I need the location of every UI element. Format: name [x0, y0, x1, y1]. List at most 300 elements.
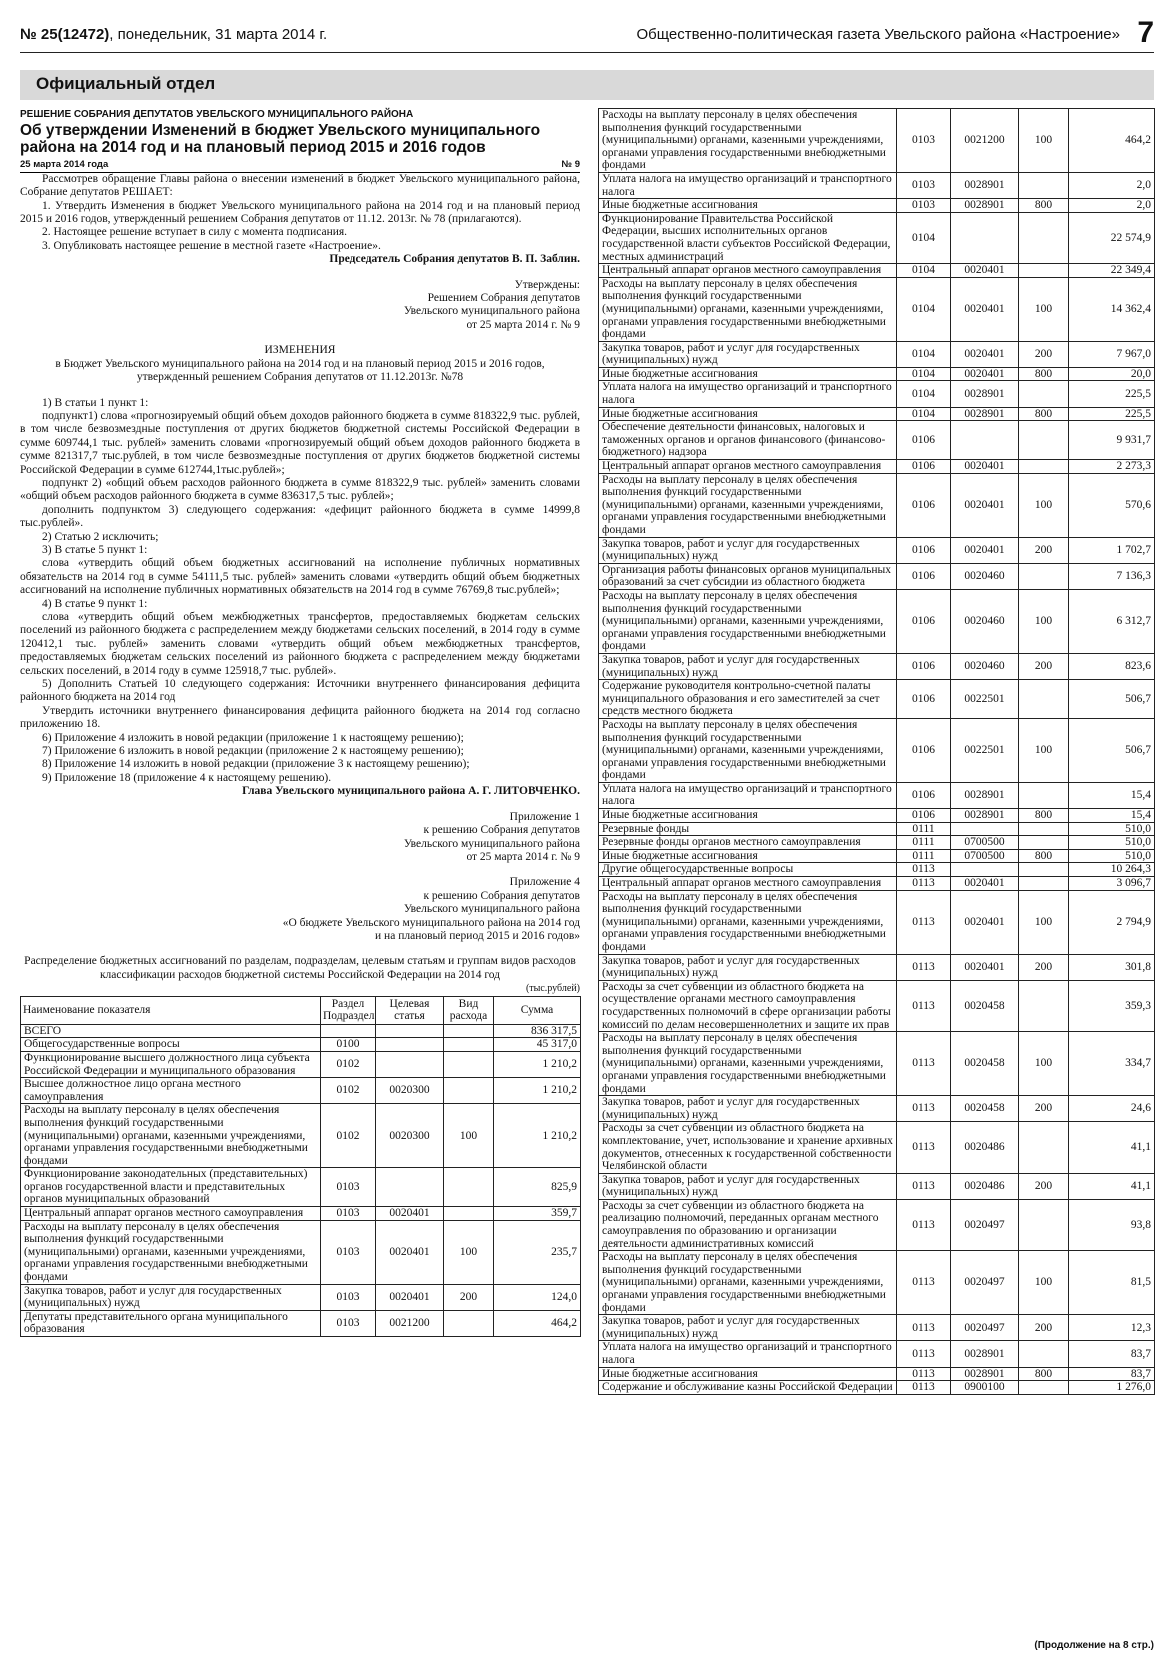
- cell-sum: 510,0: [1069, 822, 1155, 836]
- cell-type: [444, 1024, 494, 1038]
- cell-sum: 83,7: [1069, 1367, 1155, 1381]
- cell-sum: 825,9: [494, 1168, 581, 1207]
- appendix4-line: «О бюджете Увельского муниципального района на 2014 год: [282, 916, 580, 929]
- table-row: [599, 863, 1155, 877]
- cell-name: Закупка товаров, работ и услуг для государственных (муниципальных) нужд: [599, 1096, 897, 1122]
- cell-article: 0020401: [376, 1207, 444, 1221]
- cell-sum: 1 210,2: [494, 1078, 581, 1104]
- change-item: подпункт1) слова «прогнозируемый общий объем доходов районного бюджета в сумме 818322,9 тыс. рублей, в том числе безвозмездные поступления от других бюджетов бюджетной системы Российской Федерации в сумме 609744,1 тыс. рублей» заменить словами «прогнозируемый общий объем доходов районного бюджета в сумме 821317,7 тыс.рублей, в том числе безвозмездные поступления от других бюджетов бюджетной системы Российской Федерации в сумме 612744,1тыс.рублей»;: [20, 409, 580, 476]
- cell-article: 0020401: [951, 367, 1019, 381]
- cell-sum: 2 794,9: [1069, 890, 1155, 954]
- cell-article: [376, 1051, 444, 1077]
- cell-sum: 2,0: [1069, 199, 1155, 213]
- cell-name: Высшее должностное лицо органа местного самоуправления: [21, 1078, 321, 1104]
- cell-type: [1019, 822, 1069, 836]
- cell-article: 0900100: [951, 1381, 1019, 1395]
- approved-line: Увельского муниципального района: [403, 305, 580, 318]
- cell-section: 0113: [897, 954, 951, 980]
- cell-name: Иные бюджетные ассигнования: [599, 809, 897, 823]
- cell-name: Закупка товаров, работ и услуг для государственных (муниципальных) нужд: [599, 1173, 897, 1199]
- left-column: [20, 108, 580, 1337]
- cell-section: 0103: [897, 199, 951, 213]
- cell-section: 0102: [321, 1104, 376, 1168]
- cell-sum: 225,5: [1069, 381, 1155, 407]
- cell-section: 0103: [321, 1310, 376, 1336]
- cell-sum: 510,0: [1069, 836, 1155, 850]
- paragraph: 2. Настоящее решение вступает в силу с момента подписания.: [42, 226, 348, 239]
- cell-article: 0020401: [951, 460, 1019, 474]
- cell-sum: 41,1: [1069, 1173, 1155, 1199]
- cell-name: Расходы на выплату персоналу в целях обеспечения выполнения функций государственными (муниципальными) органами, казенными учреждениями, органами управления государственными внебюджетными фондами: [21, 1104, 321, 1168]
- cell-article: 0028901: [951, 782, 1019, 808]
- cell-article: 0020401: [951, 537, 1019, 563]
- cell-sum: 510,0: [1069, 849, 1155, 863]
- change-item: слова «утвердить общий объем межбюджетных трансфертов, предоставляемых бюджетам сельских поселений из районного бюджета с распределением между бюджетами сельских поселений, в 2014 году в сумме 120412,1 тыс. рублей» заменить словами «утвердить общий объем межбюджетных трансфертов, предоставляемых бюджетам сельских поселений из районного бюджета с распределением между бюджетами сельских поселений, в 2014 году в сумме 125918,7 тыс. рублей».: [20, 611, 580, 677]
- cell-name: Расходы на выплату персоналу в целях обеспечения выполнения функций государственными (муниципальными) органами, казенными учреждениями, органами управления государственными внебюджетными фондами: [599, 1032, 897, 1096]
- cell-name: Содержание руководителя контрольно-счетной палаты муниципального образования и его заместителей за счет средств местного бюджета: [599, 680, 897, 719]
- cell-sum: 823,6: [1069, 653, 1155, 679]
- cell-section: 0103: [321, 1284, 376, 1310]
- cell-name: Иные бюджетные ассигнования: [599, 367, 897, 381]
- table-row: [599, 407, 1155, 421]
- cell-sum: 83,7: [1069, 1341, 1155, 1367]
- cell-sum: 7 136,3: [1069, 563, 1155, 589]
- cell-section: 0113: [897, 1341, 951, 1367]
- cell-article: 0028901: [951, 1341, 1019, 1367]
- cell-sum: 20,0: [1069, 367, 1155, 381]
- table-row: [599, 954, 1155, 980]
- appendix4-line: к решению Собрания депутатов: [423, 889, 580, 902]
- table-row: [599, 473, 1155, 537]
- table-row: [21, 1220, 581, 1284]
- cell-name: Иные бюджетные ассигнования: [599, 849, 897, 863]
- cell-section: 0106: [897, 809, 951, 823]
- table-row: [21, 1104, 581, 1168]
- cell-name: Закупка товаров, работ и услуг для государственных (муниципальных) нужд: [599, 537, 897, 563]
- cell-sum: 836 317,5: [494, 1024, 581, 1038]
- cell-type: 800: [1019, 809, 1069, 823]
- cell-article: [376, 1024, 444, 1038]
- table-row: [599, 1341, 1155, 1367]
- cell-section: 0113: [897, 890, 951, 954]
- change-item: 1) В статьи 1 пункт 1:: [42, 396, 149, 409]
- cell-sum: 24,6: [1069, 1096, 1155, 1122]
- cell-name: Содержание и обслуживание казны Российской Федерации: [599, 1381, 897, 1395]
- table-row: [599, 172, 1155, 198]
- cell-sum: 464,2: [494, 1310, 581, 1336]
- cell-type: [444, 1168, 494, 1207]
- cell-type: 800: [1019, 1367, 1069, 1381]
- cell-sum: 10 264,3: [1069, 863, 1155, 877]
- cell-sum: 12,3: [1069, 1315, 1155, 1341]
- table-row: [599, 563, 1155, 589]
- changes-title: ИЗМЕНЕНИЯ: [264, 344, 336, 357]
- cell-sum: 334,7: [1069, 1032, 1155, 1096]
- table-row: [599, 653, 1155, 679]
- cell-article: 0020458: [951, 1096, 1019, 1122]
- table-row: [599, 1315, 1155, 1341]
- cell-name: Расходы на выплату персоналу в целях обеспечения выполнения функций государственными (муниципальными) органами, казенными учреждениями, органами управления государственными внебюджетными фондами: [599, 718, 897, 782]
- cell-sum: 225,5: [1069, 407, 1155, 421]
- cell-sum: 506,7: [1069, 680, 1155, 719]
- table-row: [599, 109, 1155, 173]
- cell-article: 0028901: [951, 381, 1019, 407]
- cell-section: 0104: [897, 367, 951, 381]
- cell-type: [1019, 563, 1069, 589]
- cell-type: 100: [444, 1220, 494, 1284]
- cell-type: [1019, 1381, 1069, 1395]
- cell-type: [444, 1038, 494, 1052]
- cell-name: ВСЕГО: [21, 1024, 321, 1038]
- cell-sum: 1 702,7: [1069, 537, 1155, 563]
- cell-sum: 22 349,4: [1069, 264, 1155, 278]
- table-row: [599, 1173, 1155, 1199]
- cell-section: 0113: [897, 863, 951, 877]
- cell-sum: 124,0: [494, 1284, 581, 1310]
- table-row: [599, 381, 1155, 407]
- cell-article: 0020401: [951, 473, 1019, 537]
- approved-line: Решением Собрания депутатов: [427, 292, 580, 305]
- cell-type: 800: [1019, 367, 1069, 381]
- cell-name: Центральный аппарат органов местного самоуправления: [599, 877, 897, 891]
- paragraph: 3. Опубликовать настоящее решение в местной газете «Настроение».: [42, 239, 381, 252]
- table-units: (тыс.рублей): [525, 983, 580, 995]
- cell-article: 0020460: [951, 653, 1019, 679]
- table-row: [599, 264, 1155, 278]
- table-row: [599, 680, 1155, 719]
- cell-article: 0020401: [951, 890, 1019, 954]
- cell-section: 0106: [897, 460, 951, 474]
- cell-type: 100: [1019, 473, 1069, 537]
- cell-section: 0103: [321, 1220, 376, 1284]
- cell-sum: 506,7: [1069, 718, 1155, 782]
- cell-name: Расходы на выплату персоналу в целях обеспечения выполнения функций государственными (муниципальными) органами, казенными учреждениями, органами управления государственными внебюджетными фондами: [599, 473, 897, 537]
- change-item: подпункт 2) «общий объем расходов районного бюджета в сумме 818322,9 тыс. рублей» заменить словами «общий объем расходов районного бюджета в сумме 836317,5 тыс. рублей»;: [20, 476, 580, 503]
- cell-section: 0104: [897, 341, 951, 367]
- table-row: [599, 849, 1155, 863]
- approved-line: от 25 марта 2014 г. № 9: [466, 318, 580, 331]
- table-row: [599, 1032, 1155, 1096]
- cell-sum: 359,7: [494, 1207, 581, 1221]
- cell-sum: 1 276,0: [1069, 1381, 1155, 1395]
- section-title: Официальный отдел: [36, 74, 216, 93]
- change-item: 4) В статье 9 пункт 1:: [42, 597, 148, 610]
- cell-type: 100: [444, 1104, 494, 1168]
- cell-type: 100: [1019, 589, 1069, 653]
- cell-type: 200: [444, 1284, 494, 1310]
- col-header-sum: Сумма: [494, 996, 581, 1024]
- cell-name: Другие общегосударственные вопросы: [599, 863, 897, 877]
- dateline: [20, 158, 580, 172]
- cell-name: Функционирование высшего должностного лица субъекта Российской Федерации и муниципального образования: [21, 1051, 321, 1077]
- cell-type: [444, 1310, 494, 1336]
- table-row: [599, 782, 1155, 808]
- cell-sum: 1 210,2: [494, 1051, 581, 1077]
- cell-sum: 235,7: [494, 1220, 581, 1284]
- cell-type: 200: [1019, 1173, 1069, 1199]
- cell-article: 0020401: [951, 264, 1019, 278]
- cell-section: 0104: [897, 264, 951, 278]
- cell-section: 0111: [897, 849, 951, 863]
- right-column: [598, 108, 1154, 1395]
- cell-name: Функционирование Правительства Российской Федерации, высших исполнительных органов государственной власти субъектов Российской Федерации, местных администраций: [599, 212, 897, 263]
- cell-type: 800: [1019, 849, 1069, 863]
- cell-name: Центральный аппарат органов местного самоуправления: [599, 460, 897, 474]
- cell-section: 0103: [897, 109, 951, 173]
- table-row: [599, 537, 1155, 563]
- cell-name: Уплата налога на имущество организаций и транспортного налога: [599, 782, 897, 808]
- cell-name: Расходы за счет субвенции из областного бюджета на реализацию полномочий, переданных органам местного самоуправления по образованию и организации деятельности административных комиссий: [599, 1199, 897, 1250]
- cell-section: 0113: [897, 1315, 951, 1341]
- cell-type: 100: [1019, 890, 1069, 954]
- cell-article: 0020401: [951, 877, 1019, 891]
- cell-article: 0020300: [376, 1078, 444, 1104]
- change-item: 9) Приложение 18 (приложение 4 к настоящему решению).: [42, 771, 332, 784]
- cell-name: Уплата налога на имущество организаций и транспортного налога: [599, 381, 897, 407]
- cell-article: 0020401: [951, 954, 1019, 980]
- cell-type: [1019, 877, 1069, 891]
- cell-section: [321, 1024, 376, 1038]
- appendix4-line: и на плановый период 2015 и 2016 годов»: [375, 929, 580, 942]
- change-item: 3) В статье 5 пункт 1:: [42, 543, 148, 556]
- cell-article: 0020401: [951, 277, 1019, 341]
- table-row: [599, 341, 1155, 367]
- cell-sum: 464,2: [1069, 109, 1155, 173]
- table-row: [599, 1381, 1155, 1395]
- cell-type: [1019, 782, 1069, 808]
- cell-type: [444, 1078, 494, 1104]
- cell-name: Иные бюджетные ассигнования: [599, 1367, 897, 1381]
- cell-article: 0028901: [951, 199, 1019, 213]
- appendix1-line: Приложение 1: [509, 810, 580, 823]
- cell-type: 200: [1019, 537, 1069, 563]
- cell-sum: 7 967,0: [1069, 341, 1155, 367]
- cell-sum: 301,8: [1069, 954, 1155, 980]
- cell-article: [951, 822, 1019, 836]
- cell-name: Закупка товаров, работ и услуг для государственных (муниципальных) нужд: [599, 954, 897, 980]
- cell-name: Депутаты представительного органа муниципального образования: [21, 1310, 321, 1336]
- cell-type: 200: [1019, 653, 1069, 679]
- appendix4-line: Увельского муниципального района: [403, 903, 580, 916]
- cell-name: Закупка товаров, работ и услуг для государственных (муниципальных) нужд: [599, 341, 897, 367]
- continuation-note: (Продолжение на 8 стр.): [1034, 1640, 1154, 1651]
- cell-section: 0104: [897, 277, 951, 341]
- cell-section: 0102: [321, 1078, 376, 1104]
- cell-type: 100: [1019, 1251, 1069, 1315]
- cell-type: [1019, 172, 1069, 198]
- cell-sum: 2,0: [1069, 172, 1155, 198]
- table-row: [599, 836, 1155, 850]
- cell-article: 0020460: [951, 589, 1019, 653]
- cell-article: 0020497: [951, 1251, 1019, 1315]
- cell-name: Функционирование законодательных (представительных) органов государственной власти и представительных органов муниципальных образований: [21, 1168, 321, 1207]
- cell-name: Центральный аппарат органов местного самоуправления: [21, 1207, 321, 1221]
- cell-section: 0113: [897, 1173, 951, 1199]
- cell-name: Уплата налога на имущество организаций и транспортного налога: [599, 172, 897, 198]
- table-row: [599, 1122, 1155, 1173]
- budget-table-left: [20, 996, 581, 1337]
- cell-type: 200: [1019, 341, 1069, 367]
- cell-sum: 359,3: [1069, 980, 1155, 1031]
- paragraph: 1. Утвердить Изменения в бюджет Увельского муниципального района на 2014 год и на плановый период 2015 и 2016 годов, утвержденный решением Собрания депутатов от 11.12. 2013г. № 78 (прилагаются).: [20, 199, 580, 226]
- cell-type: 100: [1019, 718, 1069, 782]
- cell-type: [1019, 264, 1069, 278]
- page-number: 7: [1137, 16, 1154, 49]
- cell-article: 0020401: [951, 341, 1019, 367]
- cell-section: 0113: [897, 1032, 951, 1096]
- cell-section: 0106: [897, 653, 951, 679]
- appendix4-line: Приложение 4: [509, 876, 580, 889]
- cell-name: Обеспечение деятельности финансовых, налоговых и таможенных органов и органов финансового (финансово-бюджетного) надзора: [599, 421, 897, 460]
- change-item: 8) Приложение 14 изложить в новой редакции (приложение 3 к настоящему решению);: [42, 758, 470, 771]
- cell-name: Резервные фонды органов местного самоуправления: [599, 836, 897, 850]
- table-row: [599, 809, 1155, 823]
- cell-name: Расходы на выплату персоналу в целях обеспечения выполнения функций государственными (муниципальными) органами, казенными учреждениями, органами управления государственными внебюджетными фондами: [599, 589, 897, 653]
- table-row: [599, 199, 1155, 213]
- cell-section: 0113: [897, 1199, 951, 1250]
- cell-section: 0106: [897, 473, 951, 537]
- cell-name: Закупка товаров, работ и услуг для государственных (муниципальных) нужд: [21, 1284, 321, 1310]
- cell-section: 0103: [897, 172, 951, 198]
- table-row: [599, 421, 1155, 460]
- cell-name: Расходы на выплату персоналу в целях обеспечения выполнения функций государственными (муниципальными) органами, казенными учреждениями, органами управления государственными внебюджетными фондами: [599, 890, 897, 954]
- cell-type: [1019, 863, 1069, 877]
- cell-article: 0020458: [951, 980, 1019, 1031]
- table-row: [599, 277, 1155, 341]
- col-header-section: Раздел Подраздел: [321, 996, 376, 1024]
- cell-article: 0028901: [951, 809, 1019, 823]
- cell-type: 200: [1019, 1096, 1069, 1122]
- cell-section: 0106: [897, 421, 951, 460]
- cell-section: 0113: [897, 1096, 951, 1122]
- cell-name: Уплата налога на имущество организаций и транспортного налога: [599, 1341, 897, 1367]
- cell-article: 0028901: [951, 407, 1019, 421]
- col-header-article: Целевая статья: [376, 996, 444, 1024]
- cell-article: 0700500: [951, 849, 1019, 863]
- table-row: [599, 718, 1155, 782]
- cell-name: Закупка товаров, работ и услуг для государственных (муниципальных) нужд: [599, 653, 897, 679]
- cell-section: 0113: [897, 877, 951, 891]
- change-item: 2) Статью 2 исключить;: [42, 530, 159, 543]
- newspaper-name: Общественно-политическая газета Увельского района «Настроение»: [636, 26, 1120, 43]
- cell-type: 100: [1019, 1032, 1069, 1096]
- table-row: [599, 877, 1155, 891]
- issue-date: , понедельник, 31 марта 2014 г.: [109, 26, 328, 43]
- decision-number: № 9: [561, 159, 580, 171]
- cell-name: Расходы за счет субвенции из областного бюджета на комплектование, учет, использование и хранение архивных документов, отнесенных к государственной собственности Челябинской области: [599, 1122, 897, 1173]
- cell-section: 0111: [897, 836, 951, 850]
- table-row: [21, 1310, 581, 1336]
- cell-type: [1019, 212, 1069, 263]
- change-item: дополнить подпунктом 3) следующего содержания: «дефицит районного бюджета в сумме 14999,8 тыс.рублей».: [20, 503, 580, 530]
- change-item: 5) Дополнить Статьей 10 следующего содержания: Источники внутреннего финансирования дефицита районного бюджета на 2014 год: [20, 678, 580, 704]
- table-row: [599, 367, 1155, 381]
- cell-article: [376, 1168, 444, 1207]
- cell-section: 0106: [897, 563, 951, 589]
- changes-subtitle: в Бюджет Увельского муниципального района на 2014 год и на плановый период 2015 и 2016 годов, утвержденный решением Собрания депутатов от 11.12.2013г. №78: [55, 357, 545, 384]
- cell-type: [444, 1051, 494, 1077]
- cell-sum: 22 574,9: [1069, 212, 1155, 263]
- issue-info: [20, 26, 327, 43]
- cell-type: 200: [1019, 954, 1069, 980]
- cell-section: 0113: [897, 1122, 951, 1173]
- cell-article: 0020486: [951, 1173, 1019, 1199]
- table-row: [599, 890, 1155, 954]
- change-item: Утвердить источники внутреннего финансирования дефицита районного бюджета на 2014 год согласно приложению 18.: [20, 704, 580, 731]
- cell-section: 0103: [321, 1207, 376, 1221]
- budget-table-right: [598, 108, 1155, 1395]
- cell-section: 0106: [897, 718, 951, 782]
- table-row: [21, 1051, 581, 1077]
- cell-type: [1019, 980, 1069, 1031]
- cell-type: [1019, 1122, 1069, 1173]
- cell-article: 0700500: [951, 836, 1019, 850]
- change-item: 7) Приложение 6 изложить в новой редакции (приложение 2 к настоящему решению);: [42, 745, 464, 758]
- cell-sum: 1 210,2: [494, 1104, 581, 1168]
- cell-type: 200: [1019, 1315, 1069, 1341]
- cell-article: 0022501: [951, 680, 1019, 719]
- cell-type: [444, 1207, 494, 1221]
- issue-number: № 25(12472): [20, 26, 110, 43]
- table-row: [599, 460, 1155, 474]
- cell-sum: 45 317,0: [494, 1038, 581, 1052]
- paragraph: Рассмотрев обращение Главы района о внесении изменений в бюджет Увельского муниципального района, Собрание депутатов РЕШАЕТ:: [20, 172, 580, 199]
- cell-name: Расходы на выплату персоналу в целях обеспечения выполнения функций государственными (муниципальными) органами, казенными учреждениями, органами управления государственными внебюджетными фондами: [599, 109, 897, 173]
- cell-article: 0028901: [951, 1367, 1019, 1381]
- cell-name: Расходы за счет субвенции из областного бюджета на осуществление органами местного самоуправления государственных полномочий в сфере организации работы комиссий по делам несовершеннолетних и защите их прав: [599, 980, 897, 1031]
- cell-article: 0020460: [951, 563, 1019, 589]
- table-row: [21, 1284, 581, 1310]
- table-title: Распределение бюджетных ассигнований по разделам, подразделам, целевым статьям и группам видов расходов классификации расходов бюджетной системы Российской Федерации на 2014 год: [24, 955, 576, 981]
- cell-type: [1019, 680, 1069, 719]
- decision-date: 25 марта 2014 года: [20, 159, 109, 171]
- cell-type: [1019, 460, 1069, 474]
- cell-name: Общегосударственные вопросы: [21, 1038, 321, 1052]
- article-title: Об утверждении Изменений в бюджет Увельского муниципального района на 2014 год и на плановый период 2015 и 2016 годов: [20, 122, 541, 157]
- cell-sum: 3 096,7: [1069, 877, 1155, 891]
- table-row: [599, 1096, 1155, 1122]
- cell-section: 0103: [321, 1168, 376, 1207]
- appendix1-line: к решению Собрания депутатов: [423, 824, 580, 837]
- page-header: [20, 18, 1154, 53]
- table-row: [599, 1251, 1155, 1315]
- cell-name: Расходы на выплату персоналу в целях обеспечения выполнения функций государственными (муниципальными) органами, казенными учреждениями, органами управления государственными внебюджетными фондами: [599, 277, 897, 341]
- cell-section: 0106: [897, 680, 951, 719]
- cell-article: [951, 863, 1019, 877]
- cell-article: 0020458: [951, 1032, 1019, 1096]
- cell-article: 0021200: [376, 1310, 444, 1336]
- cell-section: 0102: [321, 1051, 376, 1077]
- change-item: слова «утвердить общий объем бюджетных ассигнований на исполнение публичных нормативных обязательств на 2014 год в сумме 54111,5 тыс. рублей» заменить словами «утвердить общий объем бюджетных ассигнований на исполнение публичных нормативных обязательств на 2014 год в сумме 76769,8 тыс.рублей»;: [20, 557, 580, 597]
- cell-type: [1019, 836, 1069, 850]
- cell-article: [376, 1038, 444, 1052]
- cell-name: Центральный аппарат органов местного самоуправления: [599, 264, 897, 278]
- cell-type: [1019, 381, 1069, 407]
- cell-sum: 6 312,7: [1069, 589, 1155, 653]
- table-row: [599, 1199, 1155, 1250]
- cell-name: Закупка товаров, работ и услуг для государственных (муниципальных) нужд: [599, 1315, 897, 1341]
- table-row: [599, 212, 1155, 263]
- section-band: [20, 70, 1154, 100]
- cell-sum: 41,1: [1069, 1122, 1155, 1173]
- cell-article: 0020300: [376, 1104, 444, 1168]
- decision-header: РЕШЕНИЕ СОБРАНИЯ ДЕПУТАТОВ УВЕЛЬСКОГО МУНИЦИПАЛЬНОГО РАЙОНА: [20, 109, 414, 120]
- cell-type: [1019, 1199, 1069, 1250]
- appendix1-line: от 25 марта 2014 г. № 9: [466, 850, 580, 863]
- cell-section: 0113: [897, 1381, 951, 1395]
- cell-name: Резервные фонды: [599, 822, 897, 836]
- signature-chairman: Председатель Собрания депутатов В. П. Заблин.: [329, 253, 580, 266]
